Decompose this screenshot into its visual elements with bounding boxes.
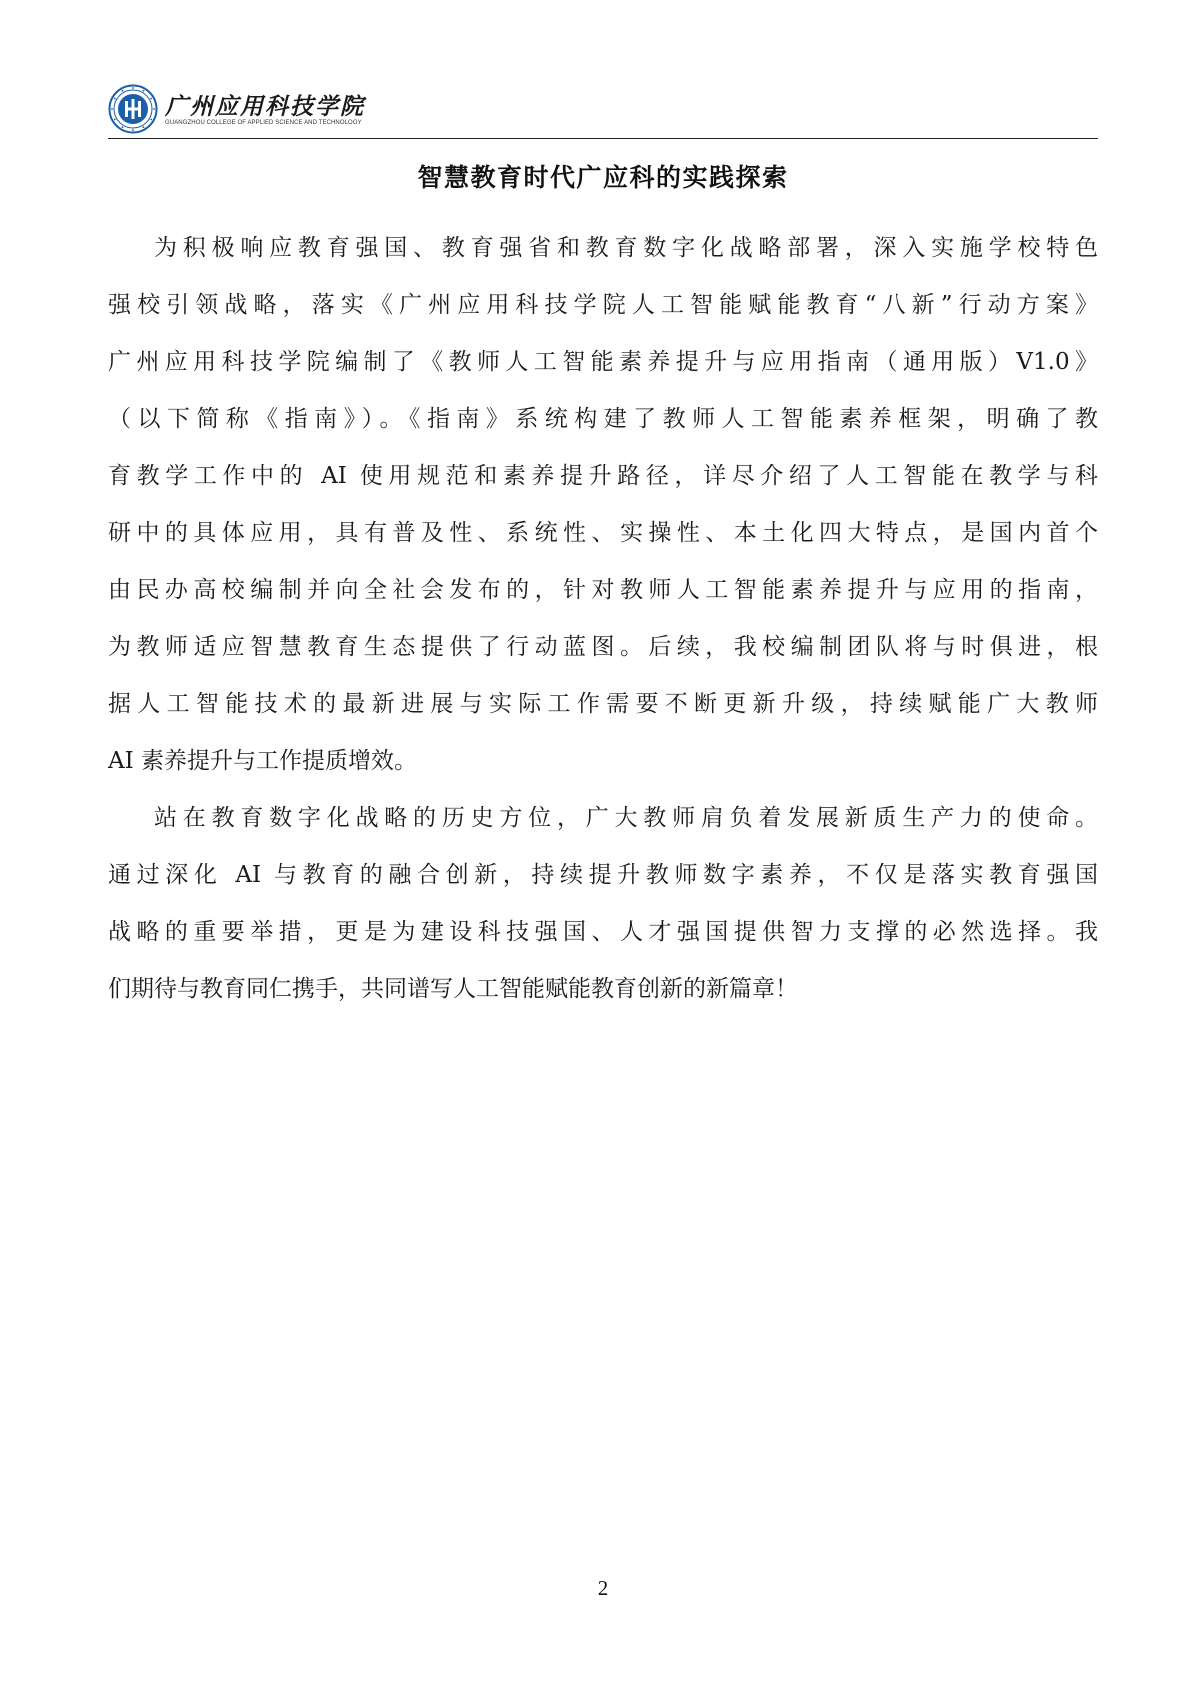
page-number: 2 [597, 1576, 609, 1600]
paragraph [108, 790, 1098, 1018]
paragraph-line: AI 素养提升与工作提质增效。 [108, 748, 418, 774]
paragraph-line: 站在教育数字化战略的历史方位，广大教师肩负着发展新质生产力的使命。 [154, 805, 1098, 831]
paragraph [108, 220, 1098, 790]
paragraph-line: 战略的重要举措，更是为建设科技强国、人才强国提供智力支撑的必然选择。我 [108, 919, 1098, 945]
paragraph-line: 为教师适应智慧教育生态提供了行动蓝图。后续，我校编制团队将与时俱进，根 [108, 634, 1098, 660]
paragraph-line: 广州应用科技学院编制了《教师人工智能素养提升与应用指南（通用版）V1.0》 [108, 349, 1098, 375]
college-name: 广州应用科技学院 [165, 94, 365, 120]
paragraph-line: 为积极响应教育强国、教育强省和教育数字化战略部署，深入实施学校特色 [154, 235, 1098, 261]
paragraph-line: 据人工智能技术的最新进展与实际工作需要不断更新升级，持续赋能广大教师 [108, 691, 1098, 717]
page-header [108, 78, 1098, 138]
paragraph-line: 研中的具体应用，具有普及性、系统性、实操性、本土化四大特点，是国内首个 [108, 520, 1098, 546]
paragraph-line: 强校引领战略，落实《广州应用科技学院人工智能赋能教育“八新”行动方案》 [108, 292, 1098, 318]
paragraph-line: 育教学工作中的 AI 使用规范和素养提升路径，详尽介绍了人工智能在教学与科 [108, 463, 1098, 489]
college-emblem-icon [108, 84, 158, 134]
paragraph-line: （以下简称《指南》）。《指南》系统构建了教师人工智能素养框架，明确了教 [108, 406, 1098, 432]
paragraph-line: 通过深化 AI 与教育的融合创新，持续提升教师数字素养，不仅是落实教育强国 [108, 862, 1098, 888]
paragraph-line: 们期待与教育同仁携手，共同谱写人工智能赋能教育创新的新篇章！ [108, 976, 798, 1002]
college-name-english: GUANGZHOU COLLEGE OF APPLIED SCIENCE AND TECHNOLOGY [165, 120, 362, 126]
document-title: 智慧教育时代广应科的实践探索 [417, 163, 789, 192]
document-body [108, 220, 1098, 1018]
paragraph-line: 由民办高校编制并向全社会发布的，针对教师人工智能素养提升与应用的指南， [108, 577, 1098, 603]
header-divider [108, 138, 1098, 139]
